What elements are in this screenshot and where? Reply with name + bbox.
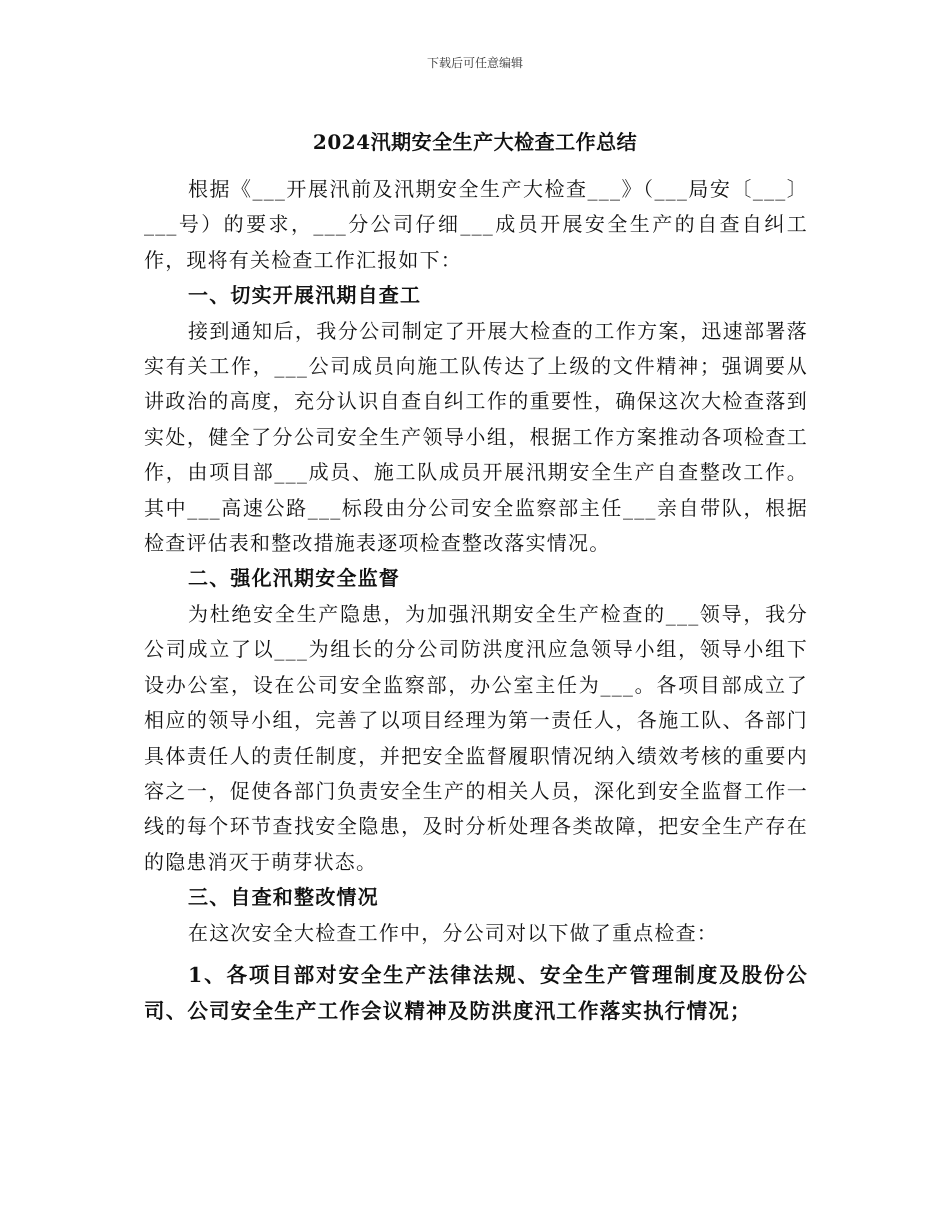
intro-paragraph: 根据《___开展汛前及汛期安全生产大检查___》（___局安〔___〕___号）的要求，___分公司仔细___成员开展安全生产的自查自纠工作，现将有关检查工作汇报如下： (144, 177, 808, 272)
header-note: 下载后可任意编辑 (426, 56, 523, 70)
check-item-1: 1、各项目部对安全生产法律法规、安全生产管理制度及股份公司、公司安全生产工作会议精神及防洪度汛工作落实执行情况； (144, 962, 808, 1024)
document-title: 2024汛期安全生产大检查工作总结 (312, 130, 638, 154)
document-body (144, 172, 808, 1030)
section-heading-1: 一、切实开展汛期自查工 (188, 283, 422, 308)
section-1-paragraph: 接到通知后，我分公司制定了开展大检查的工作方案，迅速部署落实有关工作，___公司成员向施工队传达了上级的文件精神；强调要从讲政治的高度，充分认识自查自纠工作的重要性，确保这次大检查落到实处，健全了分公司安全生产领导小组，根据工作方案推动各项检查工作，由项目部___成员、施工队成员开展汛期安全生产自查整改工作。其中___高速公路___标段由分公司安全监察部主任___亲自带队，根据检查评估表和整改措施表逐项检查整改落实情况。 (144, 318, 808, 556)
section-heading-3: 三、自查和整改情况 (188, 885, 379, 910)
section-2-paragraph: 为杜绝安全生产隐患，为加强汛期安全生产检查的___领导，我分公司成立了以___为组长的分公司防洪度汛应急领导小组，领导小组下设办公室，设在公司安全监察部，办公室主任为___。各项目部成立了相应的领导小组，完善了以项目经理为第一责任人，各施工队、各部门具体责任人的责任制度，并把安全监督履职情况纳入绩效考核的重要内容之一，促使各部门负责安全生产的相关人员，深化到安全监督工作一线的每个环节查找安全隐患，及时分析处理各类故障，把安全生产存在的隐患消灭于萌芽状态。 (144, 601, 808, 874)
section-3-paragraph: 在这次安全大检查工作中，分公司对以下做了重点检查： (188, 920, 718, 945)
section-heading-2: 二、强化汛期安全监督 (188, 566, 400, 591)
